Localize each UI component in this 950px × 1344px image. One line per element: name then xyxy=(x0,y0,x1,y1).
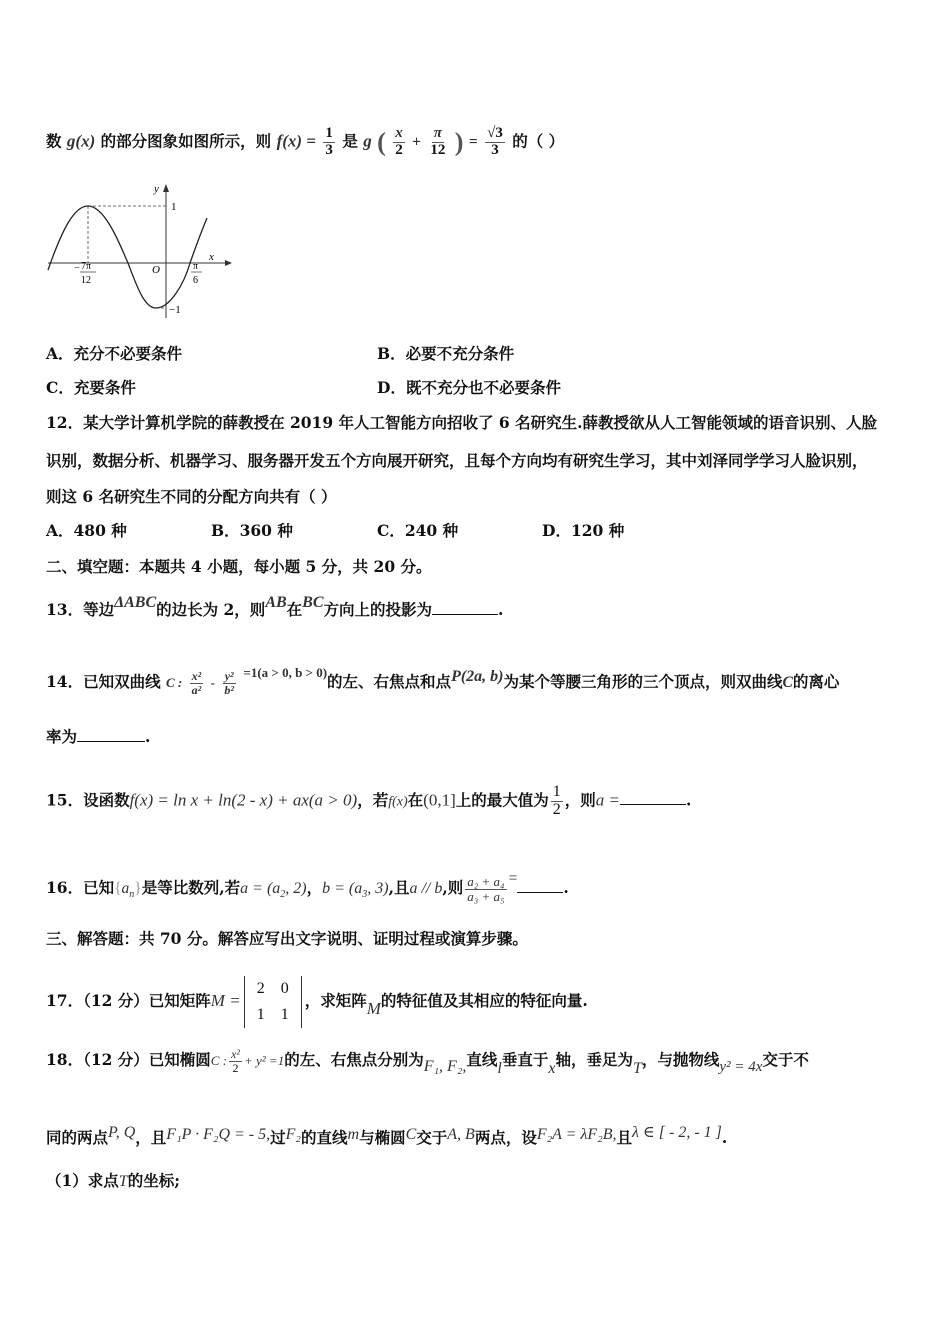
q11-sine-graph xyxy=(44,180,244,320)
right-tick-den: 6 xyxy=(193,275,198,286)
y-label: y xyxy=(154,183,159,195)
q11-text3: 的（ ） xyxy=(512,131,565,151)
q11-f-fraction: $\frac{1}{3}$ xyxy=(325,125,333,158)
q11-option-b[interactable]: B．必要不充分条件 xyxy=(377,344,515,363)
q18-lambda-range: λ ∈ [ - 2, - 1 ] xyxy=(632,1124,722,1141)
y-min-label: −1 xyxy=(169,304,181,316)
q17-line: 17．（12 分）已知矩阵M = 2 0 1 1 ，求矩阵M的特征值及其相应的特征向量. xyxy=(46,976,588,1028)
q11-f-func: f(x) = xyxy=(276,131,316,151)
q13-line: 13．等边ΔABC的边长为 2，则AB在BC方向上的投影为 . xyxy=(46,594,504,619)
q14-y-over-b: $\frac{\text{y²}}{\text{b²}}$ xyxy=(224,668,235,697)
q12-option-a[interactable]: A．480 种 xyxy=(46,521,127,540)
q11-option-d[interactable]: D．既不充分也不必要条件 xyxy=(377,378,561,397)
q11-root3-over-3: $\frac{√3}{3}$ xyxy=(487,125,503,158)
q11-g-func: g(x) xyxy=(66,131,96,151)
q12-option-b[interactable]: B．360 种 xyxy=(211,521,293,540)
q15-answer-blank[interactable] xyxy=(620,790,686,805)
sine-curve xyxy=(48,206,207,308)
q14-line1: 14．已知双曲线 C : $\frac{\text{x²}}{\text{a²}}$ - $\frac{\text{y²}}{\text{b²}}$ $^{=1(a > 0, b > 0)}$的左、右焦点和点P(2a, b)为某个等腰三角形的三个顶点，则双曲线C的离心 xyxy=(46,665,840,697)
q14-condition: =1(a > 0, b > 0) xyxy=(243,665,328,680)
q11-g2: g xyxy=(363,131,372,151)
origin-label: O xyxy=(152,264,160,276)
x-label: x xyxy=(209,251,214,263)
q14-x-over-a: $\frac{\text{x²}}{\text{a²}}$ xyxy=(191,668,202,697)
q18-x-over-2: $\frac{\text{x²}}{2}$ xyxy=(231,1047,240,1075)
q11-text2: 是 xyxy=(342,131,358,151)
q11-equals: = xyxy=(468,133,478,151)
right-tick-num: π xyxy=(193,261,199,272)
q13-triangle: ΔABC xyxy=(114,594,157,611)
q14-point-p: P(2a, b) xyxy=(451,668,504,685)
left-tick-den: 12 xyxy=(81,275,91,286)
q11-pi-over-12: $\frac{\pi}{12}$ xyxy=(430,125,446,158)
q12-option-d[interactable]: D．120 种 xyxy=(542,521,625,540)
q11-lead: 数 xyxy=(46,131,62,151)
q18-vector-relation: F₂A = λF₂B, xyxy=(536,1126,617,1143)
q18-line1: 18．（12 分）已知椭圆C : $\frac{\text{x²}}{2}$ + y² =1的左、右焦点分别为F₁, F₂,直线l垂直于x轴，垂足为T，与抛物线y² = 4x交于不 xyxy=(46,1047,809,1078)
q13-vec-bc: BC xyxy=(302,594,324,611)
q11-text1: 的部分图象如图所示，则 xyxy=(100,131,272,151)
q17-matrix: 2 0 1 1 xyxy=(244,976,302,1028)
left-tick-sign: − xyxy=(74,263,80,274)
q15-line: 15．设函数f(x) = ln x + ln(2 - x) + ax(a > 0)，若f(x)在(0,1]上的最大值为 $\frac{1}{2}$ ，则a = . xyxy=(46,783,692,818)
q16-answer-blank[interactable] xyxy=(517,878,563,893)
q16-ratio: $\frac{\text{a₂ + a₄}}{\text{a₃ + a₅}}$ xyxy=(467,873,505,904)
q13-vec-ab: AB xyxy=(265,594,287,611)
q12-line3: 则这 6 名研究生不同的分配方向共有（ ） xyxy=(46,487,337,506)
q11-x-over-2: $\frac{x}{2}$ xyxy=(395,125,403,158)
q11-line: 数 g(x) 的部分图象如图所示，则 f(x) = $\frac{1}{3}$ 是 g ( $\frac{x}{2}$ + $\frac{\pi}{12}$ ) = $\frac{√3}{3}$ 的（ ） xyxy=(46,125,565,158)
q15-one-half: $\frac{1}{2}$ xyxy=(552,783,561,818)
q14-line2: 率为 . xyxy=(46,727,151,746)
q11-option-c[interactable]: C．充要条件 xyxy=(46,378,136,397)
q12-line1: 12．某大学计算机学院的薛教授在 2019 年人工智能方向招收了 6 名研究生.薛教授欲从人工智能领域的语音识别、人脸 xyxy=(46,413,877,432)
q12-line2: 识别，数据分析、机器学习、服务器开发五个方向展开研究，且每个方向均有研究生学习，其中刘泽同学学习人脸识别， xyxy=(46,451,868,470)
section2-heading: 二、填空题：本题共 4 小题，每小题 5 分，共 20 分。 xyxy=(46,557,432,576)
q16-line: 16．已知$\{a_n\}$是等比数列,若$a = (a_2$, 2)，$b = (a_3$, 3),且a // b,则 $\frac{\text{a₂ + a₄}}{\text{a₃ + a₅}}$ = . xyxy=(46,870,569,904)
x-axis-arrow xyxy=(225,260,232,266)
q11-option-a[interactable]: A．充分不必要条件 xyxy=(46,344,183,363)
q15-function: f(x) = ln x + ln(2 - x) + ax(a > 0) xyxy=(129,790,358,810)
y-max-label: 1 xyxy=(171,201,177,213)
q13-answer-blank[interactable] xyxy=(432,600,498,615)
section3-heading: 三、解答题：共 70 分。解答应写出文字说明、证明过程或演算步骤。 xyxy=(46,929,528,948)
q14-answer-blank[interactable] xyxy=(77,727,145,742)
q12-option-c[interactable]: C．240 种 xyxy=(377,521,459,540)
q18-dot-product: F₁P · F₂Q = - 5, xyxy=(166,1126,271,1143)
q16-vec-a: $a = (a_2$, 2) xyxy=(240,880,307,901)
q18-sub1: （1）求点T的坐标; xyxy=(46,1171,180,1190)
q18-line2: 同的两点P, Q，且F₁P · F₂Q = - 5,过F₂的直线m与椭圆C交于A, B两点，设F₂A = λF₂B,且λ ∈ [ - 2, - 1 ]. xyxy=(46,1124,728,1147)
y-axis-arrow xyxy=(163,184,169,192)
q16-vec-b: $b = (a_3$, 3) xyxy=(322,880,389,901)
left-tick-num: 7π xyxy=(81,261,92,272)
